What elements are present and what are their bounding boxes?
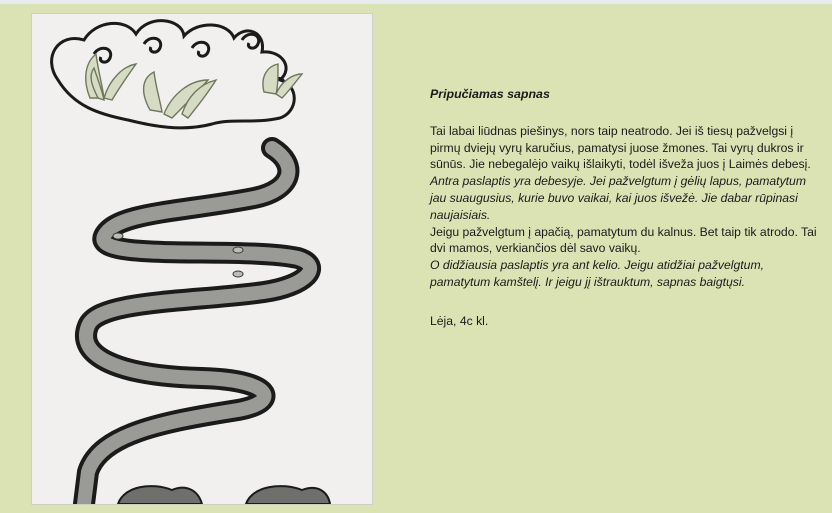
swirl: [192, 42, 209, 56]
story-paragraph: O didžiausia paslaptis yra ant kelio. Jeigu atidžiai pažvelgtum, pamatytum kamštelį. Ir jeigu jį ištrauktum, sapnas baigtųsi.: [430, 258, 764, 289]
story-paragraph: Jeigu pažvelgtum į apačią, pamatytum du kalnus. Bet taip tik atrodo. Tai dvi mamos, verkiančios dėl savo vaikų.: [430, 224, 817, 256]
swirl: [144, 38, 161, 52]
story-title: Pripučiamas sapnas: [430, 87, 550, 101]
hill-left: [118, 486, 202, 504]
hill-right: [246, 486, 330, 504]
story-paragraph: Tai labai liūdnas piešinys, nors taip neatrodo. Jei iš tiesų pažvelgsi į pirmų dviejų vyrų karučius, pamatysi juose žmones. Tai vyrų dukros ir sūnūs. Jie nebegalėjo vaikų išlaikyti, todėl išveža juos į Laimės debesį.: [430, 123, 811, 172]
story-signature: Lėja, 4c kl.: [430, 313, 489, 328]
child-drawing: [32, 14, 372, 504]
cloud-flowers: [86, 54, 302, 118]
story-text: [430, 86, 825, 330]
swirl: [242, 34, 259, 48]
story-paragraph: Antra paslaptis yra debesyje. Jei pažvelgtum į gėlių lapus, pamatytum jau suaugusius, kurie buvo vaikai, kai juos išvežė. Jie dabar rūpinasi naujaisiais.: [430, 174, 806, 222]
drawing-svg: [32, 14, 372, 504]
top-strip: [0, 0, 832, 4]
